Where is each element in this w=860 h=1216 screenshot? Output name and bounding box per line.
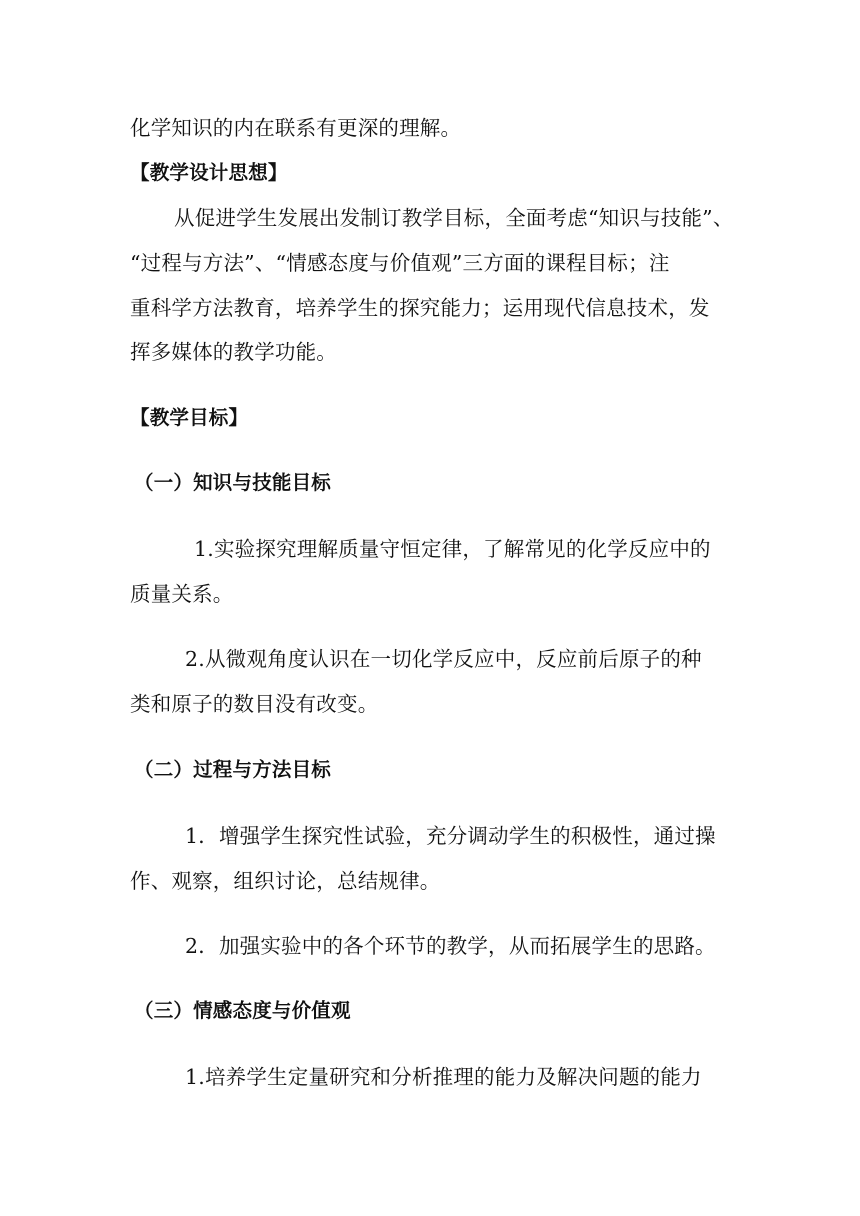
design-heading: 【教学设计思想】 (130, 161, 288, 184)
design-para-line-3: 重科学方法教育，培养学生的探究能力；运用现代信息技术，发 (130, 296, 710, 320)
section2-heading: （二）过程与方法目标 (134, 758, 332, 781)
design-para-line-2: “过程与方法”、“情感态度与价值观”三方面的课程目标；注 (130, 251, 670, 275)
section1-item1-line1: 1.实验探究理解质量守恒定律，了解常见的化学反应中的 (194, 537, 711, 561)
section2-item1-line1: 1．增强学生探究性试验，充分调动学生的积极性，通过操 (185, 824, 716, 848)
section1-heading: （一）知识与技能目标 (134, 471, 332, 494)
section1-item2-line2: 类和原子的数目没有改变。 (130, 692, 379, 716)
intro-line: 化学知识的内在联系有更深的理解。 (130, 116, 462, 140)
section3-item1-line1: 1.培养学生定量研究和分析推理的能力及解决问题的能力 (185, 1065, 702, 1089)
design-para-line-1: 从促进学生发展出发制订教学目标，全面考虑“知识与技能”、 (174, 206, 734, 230)
section2-item2-line1: 2．加强实验中的各个环节的教学，从而拓展学生的思路。 (185, 934, 716, 958)
section2-item1-line2: 作、观察，组织讨论，总结规律。 (130, 869, 441, 893)
section1-item1-line2: 质量关系。 (130, 582, 234, 606)
section1-item2-line1: 2.从微观角度认识在一切化学反应中，反应前后原子的种 (185, 647, 702, 671)
section3-heading: （三）情感态度与价值观 (134, 999, 351, 1022)
objectives-heading: 【教学目标】 (130, 406, 249, 429)
design-para-line-4: 挥多媒体的教学功能。 (130, 340, 337, 364)
